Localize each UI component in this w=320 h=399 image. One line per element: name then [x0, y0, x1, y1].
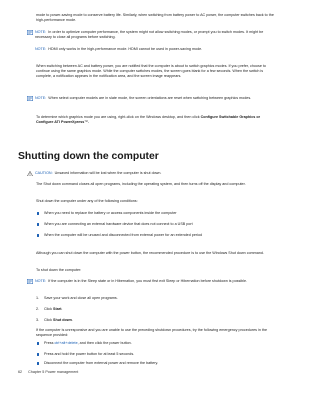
start-text: Start — [53, 307, 62, 311]
list-item: When you are connecting an external hardware device that does not connect to a USB port — [44, 222, 274, 227]
unresponsive-paragraph: If the computer is unresponsive and you are unable to use the preceding shutdown procedures, try the following emergency procedures in the sequence provided: — [36, 328, 268, 338]
bullet-icon — [37, 342, 39, 344]
list-item: 3. Click Shut down. — [36, 318, 73, 322]
caution-icon — [27, 171, 35, 176]
list-item: Press ctrl+alt+delete, and then click the power button. — [44, 341, 274, 346]
note-sleep — [27, 279, 274, 284]
note-text: When select computer models are in slate mode, the screen orientations are reset when switching between graphics modes. — [48, 96, 252, 100]
note-icon — [27, 30, 35, 40]
note-slate — [27, 96, 274, 101]
note-optimize — [27, 30, 274, 40]
note-text: HDMI only works in the high-performance mode. HDMI cannot be used in power-saving mode. — [48, 47, 203, 51]
list-item: When the computer will be unused and disconnected from external power for an extended period — [44, 233, 274, 238]
note-icon — [27, 279, 35, 284]
note-label: NOTE: — [35, 96, 47, 100]
note-icon — [27, 96, 35, 101]
note-hdmi — [27, 47, 274, 52]
chapter-title: Chapter 5 Power management — [28, 370, 79, 374]
configure-graphics-text: Configure Switchable Graphics or Configure ATI PowerXpress™. — [36, 115, 261, 125]
list-item: 1. Save your work and close all open programs. — [36, 296, 118, 300]
to-shutdown-intro: To shut down the computer: — [36, 268, 82, 272]
page-footer — [18, 370, 84, 375]
bullet-icon — [37, 362, 39, 364]
intro-paragraph: mode to power-saving mode to conserve battery life. Similarly, when switching from battery power to AC power, the computer switches back to the high-performance mode. — [36, 13, 274, 23]
list-item: Press and hold the power button for at least 5 seconds. — [44, 352, 274, 357]
note-text: If the computer is in the Sleep state or in Hibernation, you must first exit Sleep or Hibernation before shutdown is possible. — [48, 279, 248, 283]
shut-down-text: Shut down — [53, 318, 72, 322]
bullet-icon — [37, 353, 39, 355]
caution-label: CAUTION: — [35, 171, 53, 175]
list-item: When you need to replace the battery or access components inside the computer — [44, 211, 274, 216]
determine-paragraph: To determine which graphics mode you are using, right-click on the Windows desktop, and then click Configure Switchable Graphics or Configure ATI PowerXpress™. — [36, 115, 261, 125]
page-number: 62 — [18, 370, 23, 374]
bullet-icon — [37, 223, 39, 225]
bullet-icon — [37, 212, 39, 214]
list-item: Disconnect the computer from external power and remove the battery. — [44, 361, 274, 366]
key-combination: ctrl+alt+delete — [54, 341, 78, 345]
switching-paragraph: When switching between AC and battery power, you are notified that the computer is about to switch graphics modes. If you prefer, choose to continue using the same graphics mode. While the computer switches modes, the screen goes blank for a few seconds. When the switch is complete, a notification appears in the notification area, and the screen image reappears. — [36, 64, 266, 79]
note-label: NOTE: — [35, 47, 47, 51]
shutdown-paragraph: The Shut down command closes all open programs, including the operating system, and then turns off the display and computer. — [36, 182, 246, 186]
section-heading: Shutting down the computer — [18, 151, 159, 162]
note-label: NOTE: — [35, 30, 47, 34]
caution-shutdown — [27, 171, 274, 176]
list-item: 2. Click Start. — [36, 307, 63, 311]
bullet-icon — [37, 234, 39, 236]
conditions-intro: Shut down the computer under any of the following conditions: — [36, 199, 138, 203]
caution-text: Unsaved information will be lost when the computer is shut down. — [54, 171, 162, 175]
power-button-paragraph: Although you can shut down the computer with the power button, the recommended procedure is to use the Windows Shut down command. — [36, 251, 264, 255]
note-text: In order to optimize computer performance, the system might not allow switching modes, or prompt you to switch modes. It might be necessary to close all programs before switching. — [35, 30, 264, 40]
note-label: NOTE: — [35, 279, 47, 283]
